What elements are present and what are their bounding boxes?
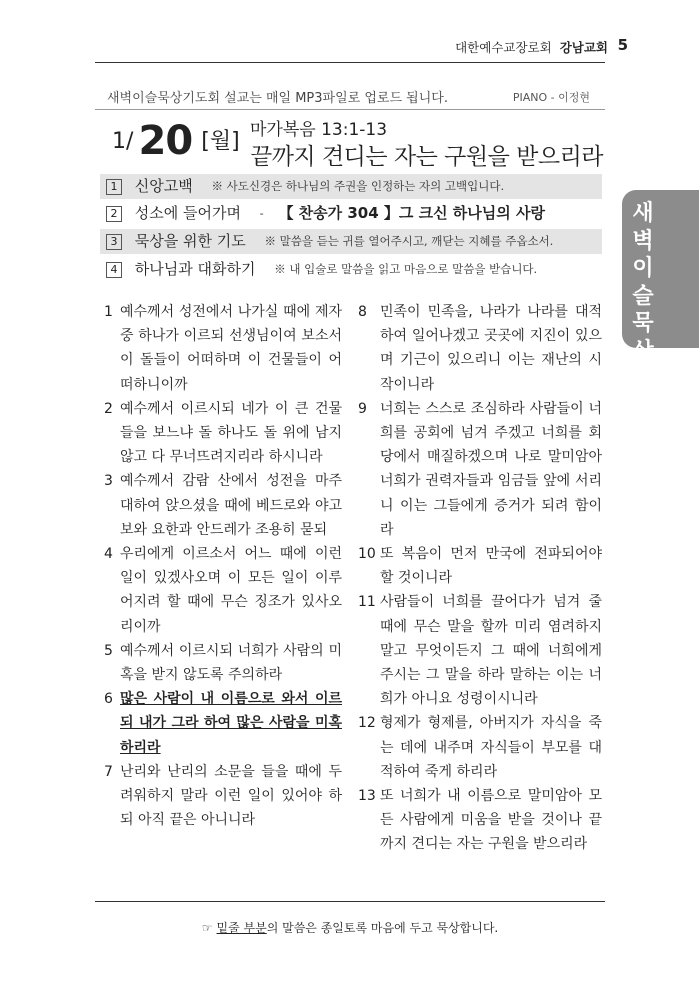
- step-label: 성소에 들어가며: [134, 204, 241, 222]
- sermon-title: 끝까지 견디는 자는 구원을 받으리라: [250, 144, 604, 170]
- step-label: 묵상을 위한 기도: [134, 232, 246, 250]
- header-church: 강남교회: [559, 40, 608, 55]
- verse-text: 예수께서 감람 산에서 성전을 마주 대하여 앉으셨을 때에 베드로와 야고보와 요한과 안드레가 조용히 묻되: [120, 473, 342, 538]
- step-prayer: [100, 229, 602, 254]
- side-tab-label: 새벽이슬묵상: [632, 201, 654, 364]
- verse-number: 11: [358, 594, 376, 611]
- verse-number: 1: [104, 304, 113, 320]
- upload-notice: 새벽이슬묵상기도회 설교는 매일 MP3파일로 업로드 됩니다.: [107, 91, 448, 106]
- verse-number: 6: [104, 691, 113, 708]
- verse: [104, 469, 342, 542]
- verse-text: 예수께서 이르시되 네가 이 큰 건물들을 보느냐 돌 하나도 돌 위에 남지 않고 다 무너뜨려지리라 하시니라: [120, 400, 342, 466]
- verse-number: 13: [358, 788, 376, 805]
- verse: [358, 590, 602, 711]
- verse-number: 10: [358, 546, 376, 563]
- piano-credit: PIANO - 이정현: [512, 91, 590, 104]
- verse-text: 예수께서 이르시되 너희가 사람의 미혹을 받지 않도록 주의하라: [120, 642, 342, 684]
- date-separator: /: [126, 129, 134, 154]
- verse-number: 12: [358, 715, 376, 732]
- date-month: 1: [112, 129, 126, 154]
- scripture-reference: 마가복음 13:1-13: [250, 120, 388, 140]
- verse-text: 형제가 형제를, 아버지가 자식을 죽는 데에 내주며 자식들이 부모를 대적하여 죽게 하리라: [380, 715, 602, 780]
- step-note: ※ 내 입술로 말씀을 읽고 마음으로 말씀을 받습니다.: [274, 262, 538, 276]
- verse-text: 예수께서 성전에서 나가실 때에 제자 중 하나가 이르되 선생님이여 보소서 이 돌들이 어떠하며 이 건물들이 어떠하니이까: [120, 304, 342, 393]
- step-number: 3: [106, 234, 122, 250]
- verse-text: 민족이 민족을, 나라가 나라를 대적하여 일어나겠고 곳곳에 지진이 있으며 기근이 있으리니 이는 재난의 시작이니라: [380, 304, 602, 393]
- verse: [104, 542, 342, 639]
- page-number: 5: [617, 36, 628, 54]
- verse: [104, 639, 342, 687]
- verse-number: 5: [104, 642, 113, 659]
- notice-rule: [95, 109, 605, 110]
- verse-number: 3: [104, 473, 113, 490]
- verse-text: 너희는 스스로 조심하라 사람들이 너희를 공회에 넘겨 주겠고 너희를 회당에서 매질하겠으며 나로 말미암아 너희가 권력자들과 임금들 앞에 서리니 이는 그들에게 증거가 되려 함이라: [380, 400, 602, 538]
- footer-underlined: 밑줄 부분: [216, 921, 267, 935]
- footer-text: 의 말씀은 종일토록 마음에 두고 묵상합니다.: [266, 921, 499, 935]
- verse: [358, 784, 602, 857]
- step-label: 하나님과 대화하기: [134, 260, 256, 278]
- verse: [104, 300, 342, 397]
- page-header: [455, 36, 628, 56]
- verse-text: 많은 사람이 내 이름으로 와서 이르되 내가 그라 하여 많은 사람을 미혹하리라: [120, 691, 342, 756]
- step-number: 2: [106, 206, 122, 222]
- pointing-hand-icon: ☞: [201, 921, 213, 935]
- verse: [104, 760, 342, 833]
- verse: [358, 397, 602, 542]
- step-confession: [100, 174, 602, 199]
- verse-number: 9: [358, 400, 367, 417]
- verse-number: 2: [104, 400, 113, 417]
- verse-text: 난리와 난리의 소문을 들을 때에 두려워하지 말라 이런 일이 있어야 하되 아직 끝은 아니니라: [120, 763, 342, 829]
- verses-right-column: [358, 300, 602, 857]
- verse: [358, 711, 602, 784]
- step-number: 4: [106, 262, 122, 278]
- step-note: -: [259, 206, 264, 220]
- verse-number: 4: [104, 546, 113, 563]
- verse: [104, 397, 342, 470]
- header-org: 대한예수교장로회: [455, 40, 552, 55]
- step-dialogue: [100, 257, 602, 282]
- step-label: 신앙고백: [134, 177, 193, 195]
- step-number: 1: [106, 179, 122, 195]
- side-tab: [622, 190, 699, 364]
- verse-text: 또 복음이 먼저 만국에 전파되어야 할 것이니라: [380, 546, 602, 587]
- verse-number: 8: [358, 304, 367, 320]
- verse-text: 또 너희가 내 이름으로 말미암아 모든 사람에게 미움을 받을 것이나 끝까지 견디는 자는 구원을 받으리라: [380, 788, 602, 853]
- verse: [358, 300, 602, 397]
- footer-note: [0, 919, 700, 936]
- verses-left-column: [104, 300, 342, 832]
- verse-text: 사람들이 너희를 끌어다가 넘겨 줄 때에 무슨 말을 할까 미리 염려하지 말고 무엇이든지 그 때에 너희에게 주시는 그 말을 하라 말하는 이는 너희가 아니요 성령이시니라: [380, 594, 602, 708]
- footer-rule: [95, 901, 605, 902]
- step-note: ※ 말씀을 듣는 귀를 열어주시고, 깨닫는 지혜를 주옵소서.: [264, 234, 554, 248]
- verse-text: 우리에게 이르소서 어느 때에 이런 일이 있겠사오며 이 모든 일이 이루어지려 할 때에 무슨 징조가 있사오리이까: [120, 546, 342, 635]
- devotion-date: [112, 118, 240, 164]
- verse-number: 7: [104, 763, 113, 780]
- verse: [104, 687, 342, 760]
- hymn-title: 【 찬송가 304 】그 크신 하나님의 사랑: [278, 204, 545, 222]
- date-day: 20: [138, 118, 193, 164]
- step-entering: [100, 201, 602, 226]
- date-weekday: [월]: [201, 129, 240, 154]
- step-note: ※ 사도신경은 하나님의 주권을 인정하는 자의 고백입니다.: [211, 179, 505, 193]
- header-rule: [95, 62, 605, 63]
- verse: [358, 542, 602, 590]
